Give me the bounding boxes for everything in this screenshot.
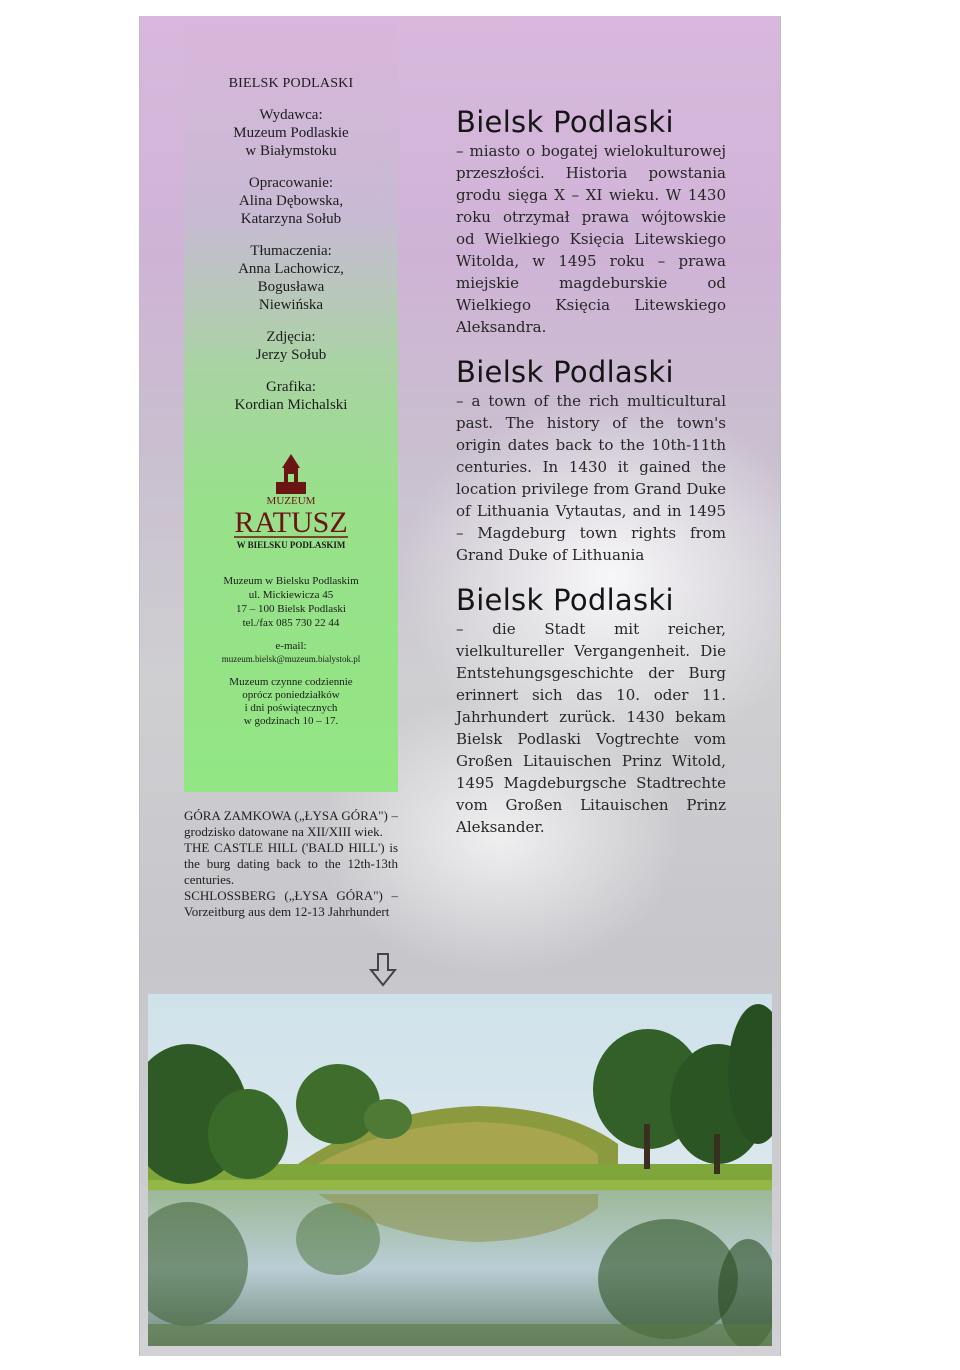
castle-hill-photo xyxy=(148,994,772,1346)
logo-top-text: MUZEUM xyxy=(266,495,316,507)
arrow-down-icon xyxy=(368,952,398,988)
credit-name: w Białymstoku xyxy=(245,143,337,159)
logo-bottom-text: W BIELSKU PODLASKIM xyxy=(236,540,346,550)
museum-email xyxy=(184,640,398,666)
address-line: 17 – 100 Bielsk Podlaski xyxy=(235,603,346,615)
town-hall-icon xyxy=(216,452,366,552)
credit-role: Opracowanie: xyxy=(248,175,334,191)
credit-role: Wydawca: xyxy=(259,107,323,123)
caption-german: SCHLOSSBERG („ŁYSA GÓRA") – Vorzeitburg aus dem 12-13 Jahrhundert xyxy=(184,888,398,919)
credit-role: Zdjęcia: xyxy=(266,329,316,345)
opening-hours xyxy=(184,676,398,728)
museum-logo xyxy=(216,452,366,552)
caption-polish: GÓRA ZAMKOWA („ŁYSA GÓRA") – grodzisko datowane na XII/XIII wiek. xyxy=(184,808,398,839)
panel-title: BIELSK PODLASKI xyxy=(228,76,354,91)
credits-panel xyxy=(184,24,398,792)
address-line: ul. Mickiewicza 45 xyxy=(248,589,334,601)
section-heading: Bielsk Podlaski xyxy=(456,583,674,617)
section-body: – die Stadt mit reicher, vielkultureller Vergangenheit. Die Entstehungsgeschichte der Burg erinnert sich das 10. oder 11. Jahrhundert zurück. 1430 bekam Bielsk Podlaski Vogtrechte vom Großen Litauischen Prinz Witold, 1495 Magdeburgsche Stadtrechte vom Großen Litauischen Prinz Aleksander. xyxy=(456,620,726,836)
credit-name: Anna Lachowicz, xyxy=(238,261,344,277)
credit-editors xyxy=(184,174,398,228)
hours-line: i dni poświątecznych xyxy=(244,702,338,714)
section-body: – miasto o bogatej wielokulturowej przeszłości. Historia powstania grodu sięga X – XI wieku. W 1430 roku otrzymał prawa wójtowskie od Wielkiego Księcia Litewskiego Witolda, w 1495 roku – prawa miejskie magdeburskie od Wielkiego Księcia Litewskiego Aleksandra. xyxy=(456,142,726,336)
credit-name: Muzeum Podlaskie xyxy=(233,125,349,141)
credit-role: Tłumaczenia: xyxy=(250,243,332,259)
brochure-page xyxy=(140,16,780,1356)
address-line: Muzeum w Bielsku Podlaskim xyxy=(223,575,359,587)
credit-translators xyxy=(184,242,398,314)
credit-name: Bogusława xyxy=(257,279,325,295)
caption-english: THE CASTLE HILL ('BALD HILL') is the burg dating back to the 12th-13th centuries. xyxy=(184,840,398,887)
photo-caption xyxy=(184,808,398,920)
email-address: muzeum.bielsk@muzeum.bialystok.pl xyxy=(221,654,361,664)
credit-publisher xyxy=(184,106,398,160)
credit-role: Grafika: xyxy=(266,379,316,395)
main-text-column xyxy=(456,104,726,854)
hours-line: oprócz poniedziałków xyxy=(242,689,340,701)
credit-name: Kordian Michalski xyxy=(234,397,348,413)
section-body: – a town of the rich multicultural past. The history of the town's origin dates back to the 10th-11th centuries. In 1430 it gained the location privilege from Grand Duke of Lithuania Vytautas, and in 1495 – Magdeburg town rights from Grand Duke of Lithuania xyxy=(456,392,726,564)
credit-graphics xyxy=(184,378,398,414)
credit-photos xyxy=(184,328,398,364)
email-label: e-mail: xyxy=(275,640,307,652)
section-heading: Bielsk Podlaski xyxy=(456,355,674,389)
credit-name: Alina Dębowska, xyxy=(238,193,344,209)
section-english xyxy=(456,354,726,566)
landscape-image xyxy=(148,994,772,1346)
hours-line: w godzinach 10 – 17. xyxy=(243,715,339,727)
section-heading: Bielsk Podlaski xyxy=(456,105,674,139)
hours-line: Muzeum czynne codziennie xyxy=(229,676,353,688)
museum-address xyxy=(184,574,398,630)
credit-name: Jerzy Sołub xyxy=(255,347,327,363)
logo-main-text: RATUSZ xyxy=(234,506,348,539)
address-line: tel./fax 085 730 22 44 xyxy=(242,617,340,629)
credit-name: Katarzyna Sołub xyxy=(240,211,342,227)
credit-name: Niewińska xyxy=(258,297,324,313)
section-polish xyxy=(456,104,726,338)
section-german xyxy=(456,582,726,838)
